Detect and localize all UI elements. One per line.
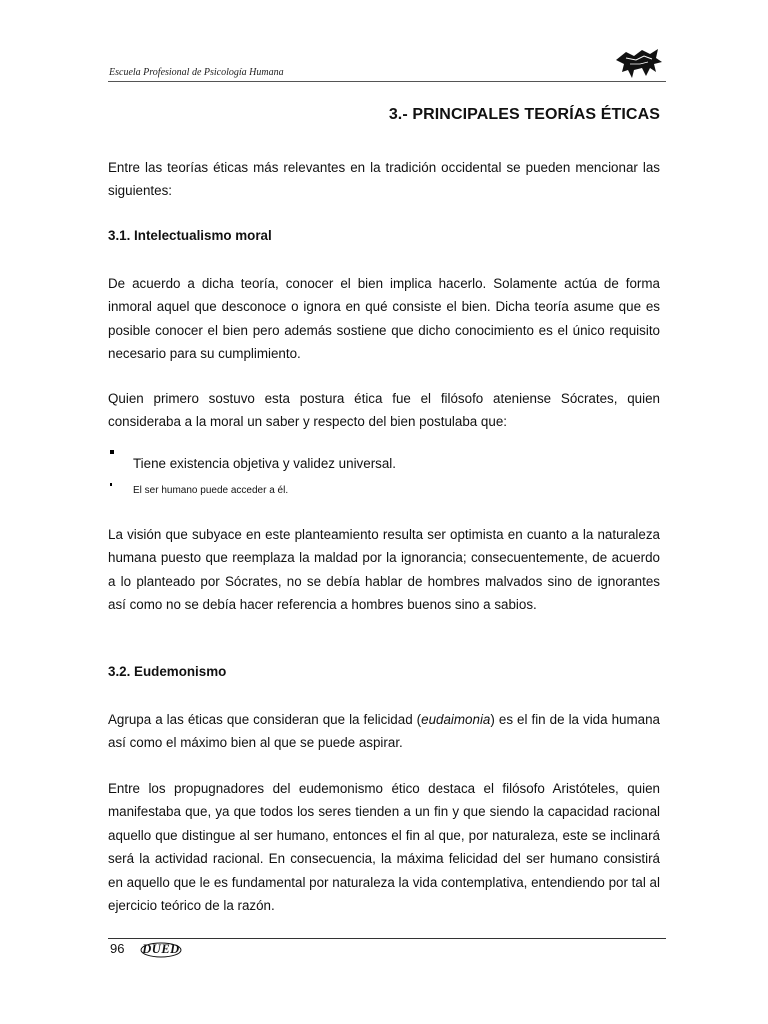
running-header: Escuela Profesional de Psicología Humana (109, 67, 284, 78)
text-fragment: ) es el fin de la vida humana así como el máximo bien al que se puede aspirar. (108, 712, 660, 751)
winged-animal-logo (612, 46, 664, 82)
page-number: 96 (110, 941, 125, 956)
paragraph-intelectualismo-2: Quien primero sostuvo esta postura ética fue el filósofo ateniense Sócrates, quien consideraba a la moral un saber y respecto del bien postulaba que: (108, 391, 660, 430)
paragraph-eudemonismo-1 (108, 708, 660, 755)
paragraph-intelectualismo-3: La visión que subyace en este planteamiento resulta ser optimista en cuanto a la naturaleza humana puesto que reemplaza la maldad por la ignorancia; consecuentemente, de acuerdo a lo planteado por Sócrates, no se debía hablar de hombres malvados sino de ignorantes así como no se debía hacer referencia a hombres buenos sino a sabios. (108, 527, 660, 613)
bullet-dot-icon (110, 483, 112, 486)
section-heading-intelectualismo: 3.1. Intelectualismo moral (108, 228, 272, 243)
logo-graphic (612, 46, 664, 82)
footer-divider (108, 938, 666, 939)
section-heading-eudemonismo: 3.2. Eudemonismo (108, 664, 227, 679)
paragraph-eudemonismo-2: Entre los propugnadores del eudemonismo ético destaca el filósofo Aristóteles, quien manifestaba que, ya que todos los seres tienden a un fin y que siendo la capacidad racional aquello que distingue al ser humano, entonces el fin al que, por naturaleza, este se inclinará será la actividad racional. En consecuencia, la máxima felicidad del ser humano consistirá en aquello que le es fundamental por naturaleza la vida contemplativa, entendiendo por tal al ejercicio teórico de la razón. (108, 781, 660, 914)
page-title: 3.- PRINCIPALES TEORÍAS ÉTICAS (388, 106, 660, 123)
dued-logo (140, 942, 182, 958)
emphasized-term: eudaimonia (421, 712, 491, 727)
list-item: Tiene existencia objetiva y validez universal. (133, 456, 396, 471)
header-divider (108, 81, 666, 82)
dued-logo-text: DUED (142, 942, 180, 956)
text-fragment: Agrupa a las éticas que consideran que la felicidad ( (108, 712, 422, 727)
list-item: El ser humano puede acceder a él. (133, 485, 289, 496)
paragraph-intelectualismo-1: De acuerdo a dicha teoría, conocer el bien implica hacerlo. Solamente actúa de forma inmoral aquel que desconoce o ignora en qué consiste el bien. Dicha teoría asume que es posible conocer el bien pero además sostiene que dicho conocimiento es el único requisito necesario para su cumplimiento. (108, 276, 660, 362)
bullet-square-icon (110, 450, 114, 454)
intro-paragraph: Entre las teorías éticas más relevantes en la tradición occidental se pueden mencionar las siguientes: (108, 160, 660, 199)
